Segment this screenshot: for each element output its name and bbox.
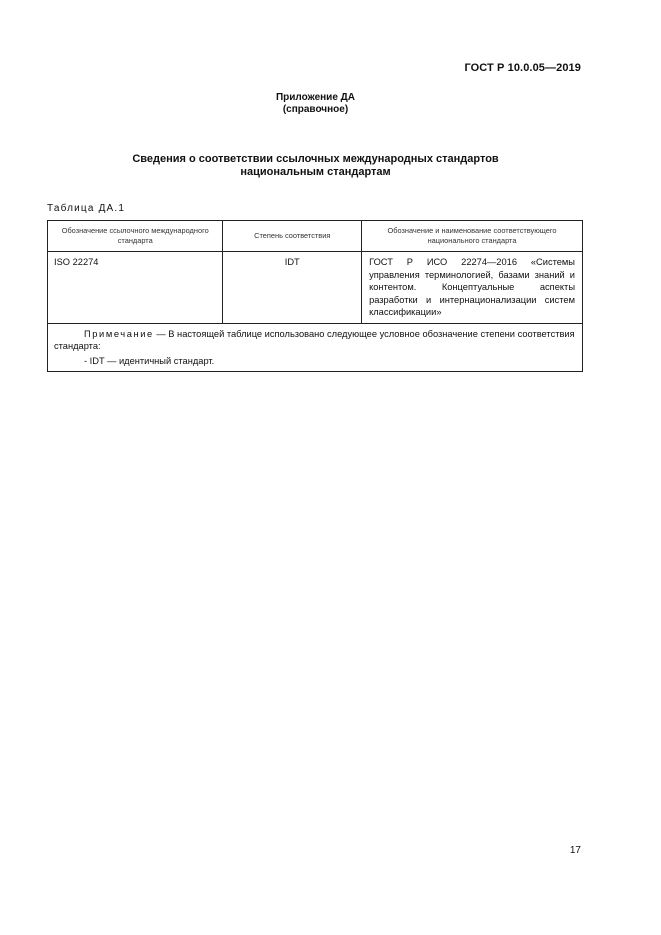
annex-status: (справочное) xyxy=(282,104,349,115)
column-header-national-standard: Обозначение и наименование соответствующего национального стандарта xyxy=(362,221,583,252)
note-label: Примечание xyxy=(84,328,154,339)
table-note xyxy=(48,323,583,372)
correspondence-table xyxy=(47,220,583,372)
cell-reference-code: ISO 22274 xyxy=(48,252,223,324)
table-header-row xyxy=(48,221,583,252)
table-note-row xyxy=(48,323,583,372)
section-heading xyxy=(0,153,631,179)
column-header-reference-standard: Обозначение ссылочного международного стандарта xyxy=(48,221,223,252)
section-heading-line1: Сведения о соответствии ссылочных международных стандартов xyxy=(132,153,499,165)
annex-header xyxy=(0,92,631,116)
annex-title: Приложение ДА xyxy=(275,92,356,103)
cell-degree: IDT xyxy=(223,252,362,324)
note-item: - IDT — идентичный стандарт. xyxy=(84,355,215,366)
table-row xyxy=(48,252,583,324)
column-header-degree: Степень соответствия xyxy=(223,221,362,252)
section-heading-line2: национальным стандартам xyxy=(240,166,391,178)
table-caption: Таблица ДА.1 xyxy=(47,203,126,214)
document-code: ГОСТ Р 10.0.05—2019 xyxy=(464,62,581,74)
note-paragraph xyxy=(54,328,576,353)
cell-national-standard: ГОСТ Р ИСО 22274—2016 «Системы управления терминологией, базами знаний и контентом. Концептуальные аспекты разработки и интернационализации систем классификации» xyxy=(362,252,583,324)
note-text: — В настоящей таблице использовано следующее условное обозначение степени соответствия стандарта: xyxy=(54,328,575,351)
page-number: 17 xyxy=(569,845,581,856)
